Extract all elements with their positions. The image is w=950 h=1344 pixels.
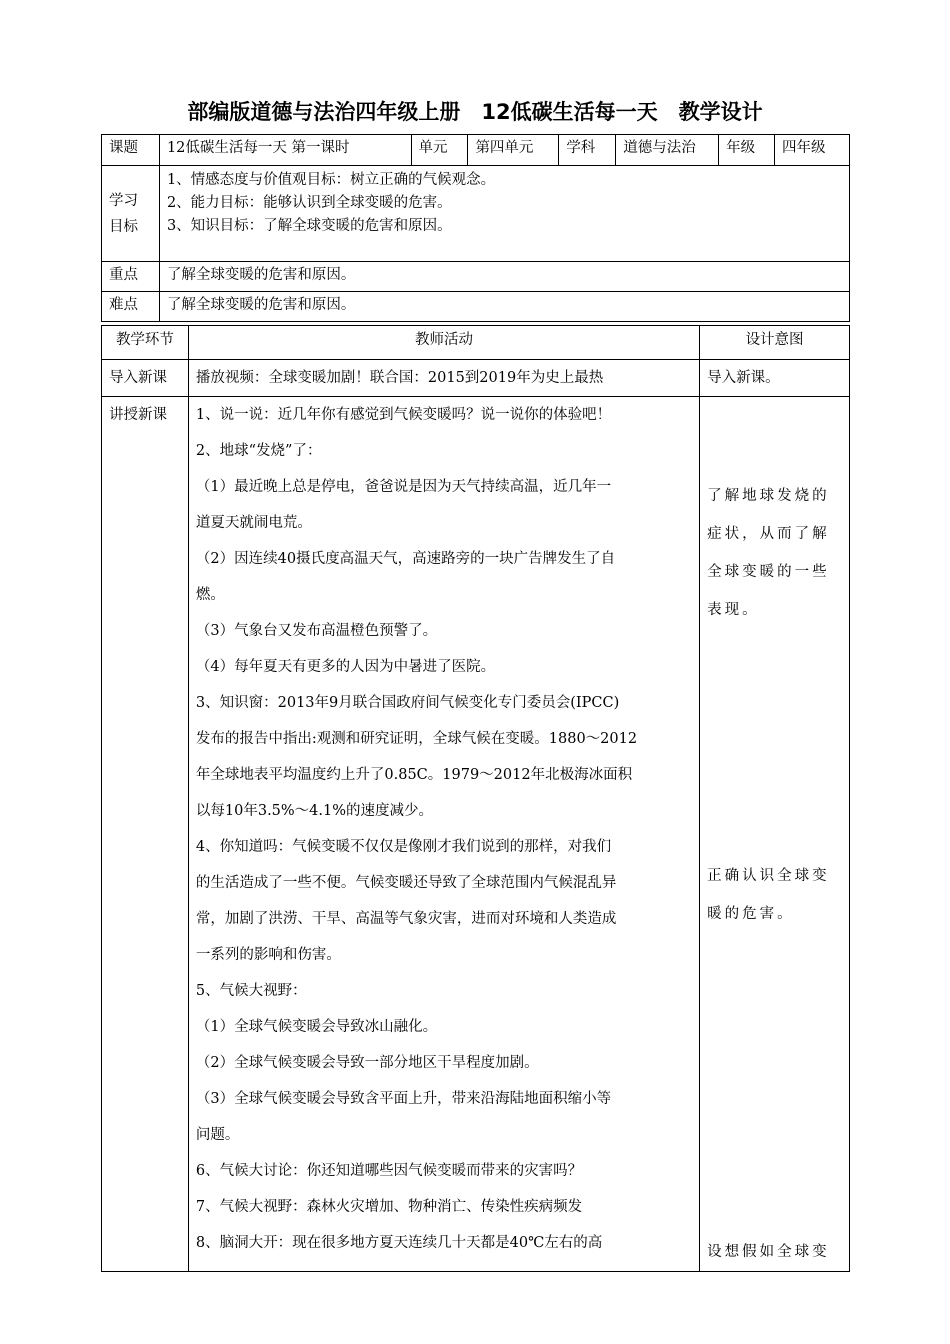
- lecture-line: 6、气候大讨论：你还知道哪些因气候变暖而带来的灾害吗？: [195, 1163, 583, 1179]
- lecture-line: 7、气候大视野：森林火灾增加、物种消亡、传染性疾病频发: [195, 1199, 583, 1215]
- stage-column-header: 教学环节: [102, 326, 189, 360]
- lecture-line: 发布的报告中指出:观测和研究证明，全球气候在变暖。1880～2012: [195, 731, 638, 747]
- lecture-line: 燃。: [195, 587, 225, 603]
- lecture-teacher-activity: [188, 397, 699, 1272]
- lecture-line: （1）最近晚上总是停电，爸爸说是因为天气持续高温，近几年一: [195, 479, 612, 495]
- lecture-line: 8、脑洞大开：现在很多地方夏天连续几十天都是40℃左右的高: [195, 1235, 603, 1251]
- lecture-line: 问题。: [195, 1127, 240, 1143]
- key-point-value: 了解全球变暖的危害和原因。: [159, 262, 849, 292]
- subject-label: 学科: [559, 135, 616, 166]
- objectives-row: [102, 166, 850, 262]
- difficulty-label: 难点: [102, 292, 160, 322]
- lecture-stage: 讲授新课: [102, 397, 189, 1272]
- lecture-line: 道夏天就闹电荒。: [195, 515, 312, 531]
- intent-line: 暖的危害。: [707, 906, 795, 922]
- lecture-line: （1）全球气候变暖会导致冰山融化。: [195, 1019, 438, 1035]
- lecture-row: [102, 397, 850, 1272]
- lecture-line: 3、知识窗：2013年9月联合国政府间气候变化专门委员会(IPCC): [195, 695, 620, 711]
- objectives-label: [102, 166, 160, 262]
- intent-line: 症状，从而了解: [707, 526, 830, 542]
- intro-row: [102, 360, 850, 397]
- intro-stage: 导入新课: [102, 360, 189, 397]
- intent-line: 了解地球发烧的: [707, 488, 830, 504]
- lecture-line: 5、气候大视野：: [195, 983, 307, 999]
- intent-line: 表现。: [707, 602, 760, 618]
- process-header-row: [102, 326, 850, 360]
- lecture-line: 一系列的影响和伤害。: [195, 947, 341, 963]
- lecture-line: （2）因连续40摄氏度高温天气，高速路旁的一块广告牌发生了自: [195, 551, 616, 567]
- subject-value: 道德与法治: [616, 135, 719, 166]
- intro-teacher-activity: 播放视频：全球变暖加剧！联合国：2015到2019年为史上最热: [188, 360, 699, 397]
- objectives-label-line2: 目标: [109, 219, 138, 235]
- grade-value: 四年级: [775, 135, 850, 166]
- header-row: [102, 135, 850, 166]
- objectives-list: [159, 166, 849, 262]
- topic-label: 课题: [102, 135, 160, 166]
- intent-line: 全球变暖的一些: [707, 564, 830, 580]
- lecture-line: 的生活造成了一些不便。气候变暖还导致了全球范围内气候混乱异: [195, 875, 617, 891]
- topic-value: 12低碳生活每一天 第一课时: [159, 135, 411, 166]
- objectives-label-line1: 学习: [109, 193, 138, 209]
- grade-label: 年级: [719, 135, 775, 166]
- objective-item: 3、知识目标：了解全球变暖的危害和原因。: [166, 218, 452, 234]
- lecture-line: 以每10年3.5%～4.1%的速度减少。: [195, 803, 434, 819]
- objective-item: 1、情感态度与价值观目标：树立正确的气候观念。: [166, 172, 496, 188]
- key-point-label: 重点: [102, 262, 160, 292]
- unit-value: 第四单元: [468, 135, 559, 166]
- intent-line: 设想假如全球变: [707, 1244, 830, 1260]
- unit-label: 单元: [411, 135, 468, 166]
- lecture-line: （3）全球气候变暖会导致含平面上升，带来沿海陆地面积缩小等: [195, 1091, 612, 1107]
- lecture-line: 常，加剧了洪涝、干旱、高温等气象灾害，进而对环境和人类造成: [195, 911, 617, 927]
- intro-intent: 导入新课。: [700, 360, 850, 397]
- lecture-line: 2、地球“发烧”了：: [195, 443, 322, 459]
- lecture-line: （2）全球气候变暖会导致一部分地区干旱程度加剧。: [195, 1055, 539, 1071]
- intent-column-header: 设计意图: [700, 326, 850, 360]
- difficulty-row: [102, 292, 850, 322]
- document-title: 部编版道德与法治四年级上册 12低碳生活每一天 教学设计: [187, 100, 763, 124]
- lecture-line: 年全球地表平均温度约上升了0.85C。1979～2012年北极海冰面积: [195, 767, 633, 783]
- lecture-line: 1、说一说：近几年你有感觉到气候变暖吗？说一说你的体验吧！: [195, 407, 612, 423]
- objective-item: 2、能力目标：能够认识到全球变暖的危害。: [166, 195, 452, 211]
- lecture-line: 4、你知道吗：气候变暖不仅仅是像刚才我们说到的那样，对我们: [195, 839, 612, 855]
- teacher-column-header: 教师活动: [188, 326, 699, 360]
- intent-line: 正确认识全球变: [707, 868, 830, 884]
- lesson-info-table: [101, 134, 850, 322]
- lecture-line: （3）气象台又发布高温橙色预警了。: [195, 623, 438, 639]
- difficulty-value: 了解全球变暖的危害和原因。: [159, 292, 849, 322]
- key-point-row: [102, 262, 850, 292]
- lecture-line: （4）每年夏天有更多的人因为中暑进了医院。: [195, 659, 496, 675]
- lecture-intent: [700, 397, 850, 1272]
- teaching-process-table: [101, 325, 850, 1272]
